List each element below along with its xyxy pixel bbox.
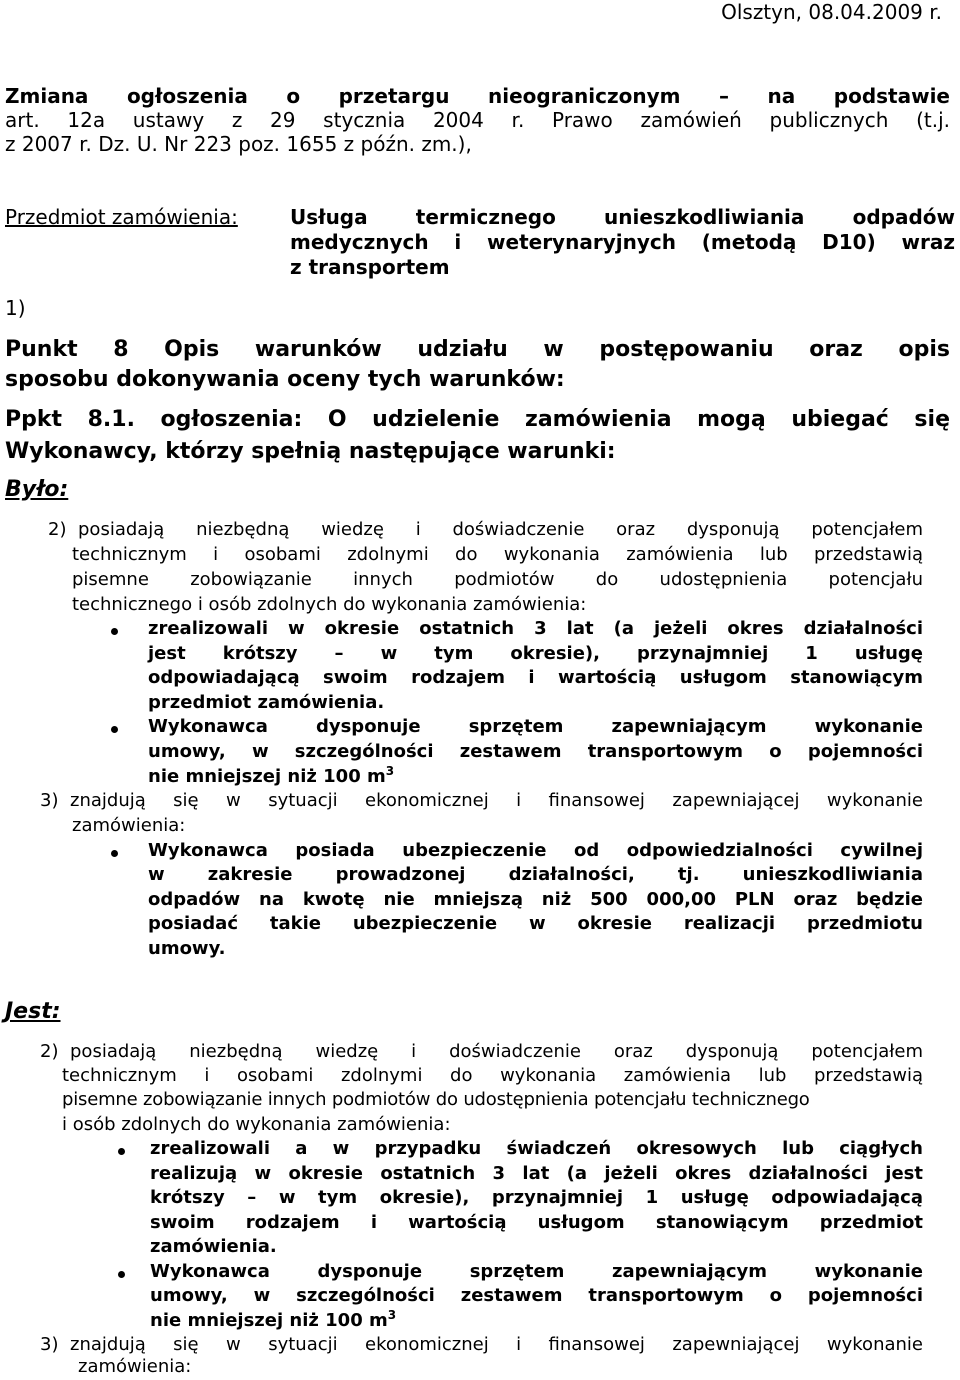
intro-line: z 2007 r. Dz. U. Nr 223 poz. 1655 z późn. zm.),: [5, 132, 472, 156]
bullet-line: umowy, w szczególności zestawem transportowym o pojemności: [150, 1285, 923, 1306]
item-line: zamówienia:: [72, 815, 186, 836]
point-line: Punkt 8 Opis warunków udziału w postępowaniu oraz opis: [5, 337, 950, 362]
item-line: posiadają niezbędną wiedzę i doświadczenie oraz dysponują potencjałem: [70, 1041, 923, 1062]
item-number: 2): [48, 519, 67, 540]
bullet-line: zamówienia.: [150, 1236, 277, 1257]
item-line: znajdują się w sytuacji ekonomicznej i finansowej zapewniającej wykonanie: [70, 1334, 923, 1355]
bullet-line: realizują w okresie ostatnich 3 lat (a jeżeli okres działalności jest: [150, 1163, 923, 1184]
bullet-line: nie mniejszej niż 100 $m^3$: [148, 764, 395, 787]
item-line: zamówienia:: [78, 1356, 192, 1377]
item-line: pisemne zobowiązanie innych podmiotów do udostępnienia potencjału: [72, 569, 923, 590]
item-line: i osób zdolnych do wykonania zamówienia:: [62, 1114, 451, 1135]
bullet-line: krótszy – w tym okresie), przynajmniej 1 usługę odpowiadającą: [150, 1187, 923, 1208]
ppkt-line: Wykonawcy, którzy spełnią następujące warunki:: [5, 439, 616, 464]
bullet-line: zrealizowali a w przypadku świadczeń okresowych lub ciągłych: [150, 1138, 923, 1159]
bullet-line: zrealizowali w okresie ostatnich 3 lat (a jeżeli okres działalności: [148, 618, 923, 639]
bullet-line: Wykonawca dysponuje sprzętem zapewniającym wykonanie: [148, 716, 923, 737]
bullet-line: posiadać takie ubezpieczenie w okresie realizacji przedmiotu: [148, 913, 923, 934]
was-label: Było:: [5, 477, 69, 502]
point-line: sposobu dokonywania oceny tych warunków:: [5, 367, 565, 392]
bullet-icon: [111, 726, 118, 733]
item-line: posiadają niezbędną wiedzę i doświadczenie oraz dysponują potencjałem: [78, 519, 923, 540]
intro-line: art. 12a ustawy z 29 stycznia 2004 r. Prawo zamówień publicznych (t.j.: [5, 108, 950, 132]
subject-line: z transportem: [290, 255, 450, 279]
superscript: 3: [385, 764, 395, 778]
is-label: Jest:: [5, 999, 61, 1024]
item-line: znajdują się w sytuacji ekonomicznej i finansowej zapewniającej wykonanie: [70, 790, 923, 811]
item-number: 3): [40, 1334, 59, 1355]
bullet-line: odpowiadającą swoim rodzajem i wartością usługom stanowiącym: [148, 667, 923, 688]
bullet-line: odpadów na kwotę nie mniejszą niż 500 000,00 PLN oraz będzie: [148, 889, 923, 910]
bullet-line: w zakresie prowadzonej działalności, tj. unieszkodliwiania: [148, 864, 923, 885]
bullet-icon: [118, 1148, 125, 1155]
item-line: technicznego i osób zdolnych do wykonania zamówienia:: [72, 594, 587, 615]
subject-label: Przedmiot zamówienia:: [5, 205, 238, 229]
item-number: 3): [40, 790, 59, 811]
bullet-icon: [111, 850, 118, 857]
bullet-icon: [118, 1271, 125, 1278]
superscript: 3: [387, 1308, 397, 1322]
bullet-line: Wykonawca posiada ubezpieczenie od odpowiedzialności cywilnej: [148, 840, 923, 861]
bullet-icon: [111, 628, 118, 635]
bullet-line: przedmiot zamówienia.: [148, 692, 385, 713]
subject-line: medycznych i weterynaryjnych (metodą D10) wraz: [290, 230, 955, 254]
place-date: Olsztyn, 08.04.2009 r.: [721, 0, 942, 24]
bullet-line: umowy.: [148, 938, 226, 959]
intro-line: Zmiana ogłoszenia o przetargu nieograniczonym – na podstawie: [5, 84, 950, 108]
change-number: 1): [5, 296, 26, 320]
item-line: technicznym i osobami zdolnymi do wykonania zamówienia lub przedstawią: [62, 1065, 923, 1086]
subject-line: Usługa termicznego unieszkodliwiania odpadów: [290, 205, 955, 229]
bullet-line: umowy, w szczególności zestawem transportowym o pojemności: [148, 741, 923, 762]
item-number: 2): [40, 1041, 59, 1062]
bullet-line: jest krótszy – w tym okresie), przynajmniej 1 usługę: [148, 643, 923, 664]
ppkt-line: Ppkt 8.1. ogłoszenia: O udzielenie zamówienia mogą ubiegać się: [5, 407, 950, 432]
bullet-line: Wykonawca dysponuje sprzętem zapewniającym wykonanie: [150, 1261, 923, 1282]
bullet-line: nie mniejszej niż 100 $m^3$: [150, 1308, 397, 1331]
item-line: pisemne zobowiązanie innych podmiotów do udostępnienia potencjału technicznego: [62, 1089, 810, 1110]
bullet-line: swoim rodzajem i wartością usługom stanowiącym przedmiot: [150, 1212, 923, 1233]
item-line: technicznym i osobami zdolnymi do wykonania zamówienia lub przedstawią: [72, 544, 923, 565]
